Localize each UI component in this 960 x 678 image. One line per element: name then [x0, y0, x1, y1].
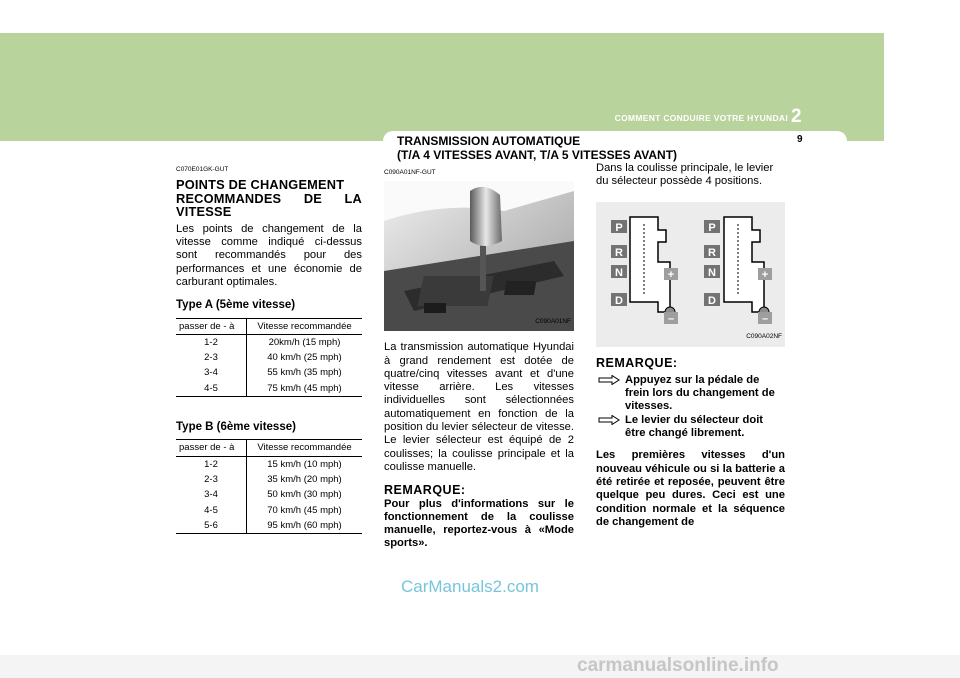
table-cell: 5-6 [176, 518, 247, 534]
gate-p-label: P [615, 221, 623, 234]
table-row [176, 518, 362, 534]
table-row [176, 350, 362, 365]
watermark-carmanuals: CarManuals2.com [401, 577, 539, 596]
table-cell: 50 km/h (30 mph) [267, 489, 342, 501]
gate-d-label: D [615, 294, 623, 307]
remark-bullet-text: Appuyez sur la pédale de frein lors du changement de vitesses. [625, 373, 775, 413]
table-cell: 4-5 [176, 503, 247, 518]
table-cell: 40 km/h (25 mph) [267, 352, 342, 364]
gate-r-label: R [708, 246, 716, 259]
type-a-table [176, 318, 362, 397]
gear-lever-photo [384, 181, 574, 331]
table-header-speed: Vitesse recommandée [247, 440, 363, 456]
hollow-arrow-icon [598, 415, 620, 429]
right-body: Les premières vitesses d'un nouveau véhicule ou si la batterie a été retirée et reposée, peuvent être quelque peu dures. Ceci est une condition normale et la séquence de changement de [596, 449, 785, 528]
plus-label: + [761, 268, 769, 281]
middle-remark-body: Pour plus d'informations sur le fonctionnement de la coulisse manuelle, reportez-vous à «Mode sports». [384, 497, 574, 550]
table-cell: 2-3 [176, 350, 247, 365]
left-column [176, 163, 362, 534]
left-heading-line3: VITESSE [176, 204, 232, 220]
table-cell: 70 km/h (45 mph) [267, 504, 342, 516]
left-heading-line2: RECOMMANDES DE LA [176, 190, 362, 206]
table-cell: 55 km/h (35 mph) [267, 367, 342, 379]
shift-gate-left [611, 217, 678, 325]
header-band [0, 33, 884, 141]
plus-label: + [667, 268, 675, 281]
table-cell: 4-5 [176, 381, 247, 397]
minus-label: – [761, 312, 769, 325]
middle-column [384, 166, 574, 551]
page-number: 9 [797, 134, 803, 145]
middle-body: La transmission automatique Hyundai à grand rendement est dotée de quatre/cinq vitesses avant et d'une vitesse arrière. Les vitesses individuelles sont sélectionnées automatiquement en fonction de la position du levier sélecteur de vitesse. Le levier sélecteur est équipé de 2 coulisses; la coulisse principale et la coulisse manuelle. [384, 341, 574, 473]
remark-bullet [596, 374, 785, 414]
left-heading-line1: POINTS DE CHANGEMENT [176, 177, 345, 193]
gate-n-label: N [708, 266, 716, 279]
gear-lever-illustration [384, 181, 574, 331]
section-title-line2: (T/A 4 VITESSES AVANT, T/A 5 VITESSES AVANT) [397, 148, 678, 162]
minus-label: – [667, 312, 675, 325]
table-cell: 95 km/h (60 mph) [247, 518, 363, 534]
table-row [176, 334, 362, 350]
gate-d-label: D [708, 294, 716, 307]
section-title [397, 134, 817, 162]
type-b-title: Type B (6ème vitesse) [176, 421, 296, 434]
type-b-table [176, 439, 362, 534]
chapter-name: COMMENT CONDUIRE VOTRE HYUNDAI [614, 113, 788, 123]
gate-p-label: P [708, 221, 716, 234]
footer-band [0, 655, 960, 678]
table-cell: 15 km/h (10 mph) [267, 458, 342, 470]
figure-code: C090A01NF [535, 318, 571, 325]
table-row [176, 487, 362, 502]
figure-code: C090A02NF [746, 333, 782, 341]
table-row [176, 503, 362, 518]
middle-code: C090A01NF-GUT [384, 169, 436, 176]
table-cell: 2-3 [176, 472, 247, 487]
table-header-row [176, 440, 362, 456]
gate-r-label: R [615, 246, 623, 259]
table-header-row [176, 318, 362, 334]
table-cell: 75 km/h (45 mph) [247, 381, 363, 397]
right-intro: Dans la coulisse principale, le levier du sélecteur possède 4 positions. [596, 162, 774, 188]
left-heading [176, 178, 362, 219]
hollow-arrow-icon [598, 375, 620, 389]
gate-n-label: N [615, 266, 623, 279]
right-remark-title: REMARQUE: [596, 355, 678, 370]
shift-pattern-diagram [596, 202, 785, 347]
right-column [596, 162, 785, 529]
left-intro: Les points de changement de la vitesse comme indiqué ci-dessus sont recommandés pour des performances et une économie de carburant optimales. [176, 222, 362, 288]
table-header-speed: Vitesse recommandée [247, 318, 363, 334]
middle-remark-title: REMARQUE: [384, 483, 466, 498]
chapter-number: 2 [791, 106, 802, 127]
left-code: C070E01GK-GUT [176, 166, 229, 173]
side-margin [884, 33, 960, 678]
table-header-from: passer de - à [176, 440, 247, 456]
table-row [176, 381, 362, 397]
table-cell: 3-4 [176, 365, 247, 380]
table-cell: 3-4 [176, 487, 247, 502]
type-a-title: Type A (5ème vitesse) [176, 299, 296, 312]
table-row [176, 456, 362, 472]
remark-bullet [596, 414, 785, 441]
table-header-from: passer de - à [176, 318, 247, 334]
shift-gate-right [704, 217, 772, 325]
remark-bullet-text: Le levier du sélecteur doit être changé librement. [625, 413, 764, 440]
watermark-carmanualsonline: carmanualsonline.info [577, 655, 779, 676]
section-title-line1: TRANSMISSION AUTOMATIQUE [397, 134, 581, 148]
table-cell: 35 km/h (20 mph) [267, 473, 342, 485]
table-cell: 20km/h (15 mph) [268, 336, 341, 348]
shift-gate-illustration [596, 202, 785, 347]
table-row [176, 365, 362, 380]
table-row [176, 472, 362, 487]
table-cell: 1-2 [176, 456, 247, 472]
table-cell: 1-2 [176, 334, 247, 350]
